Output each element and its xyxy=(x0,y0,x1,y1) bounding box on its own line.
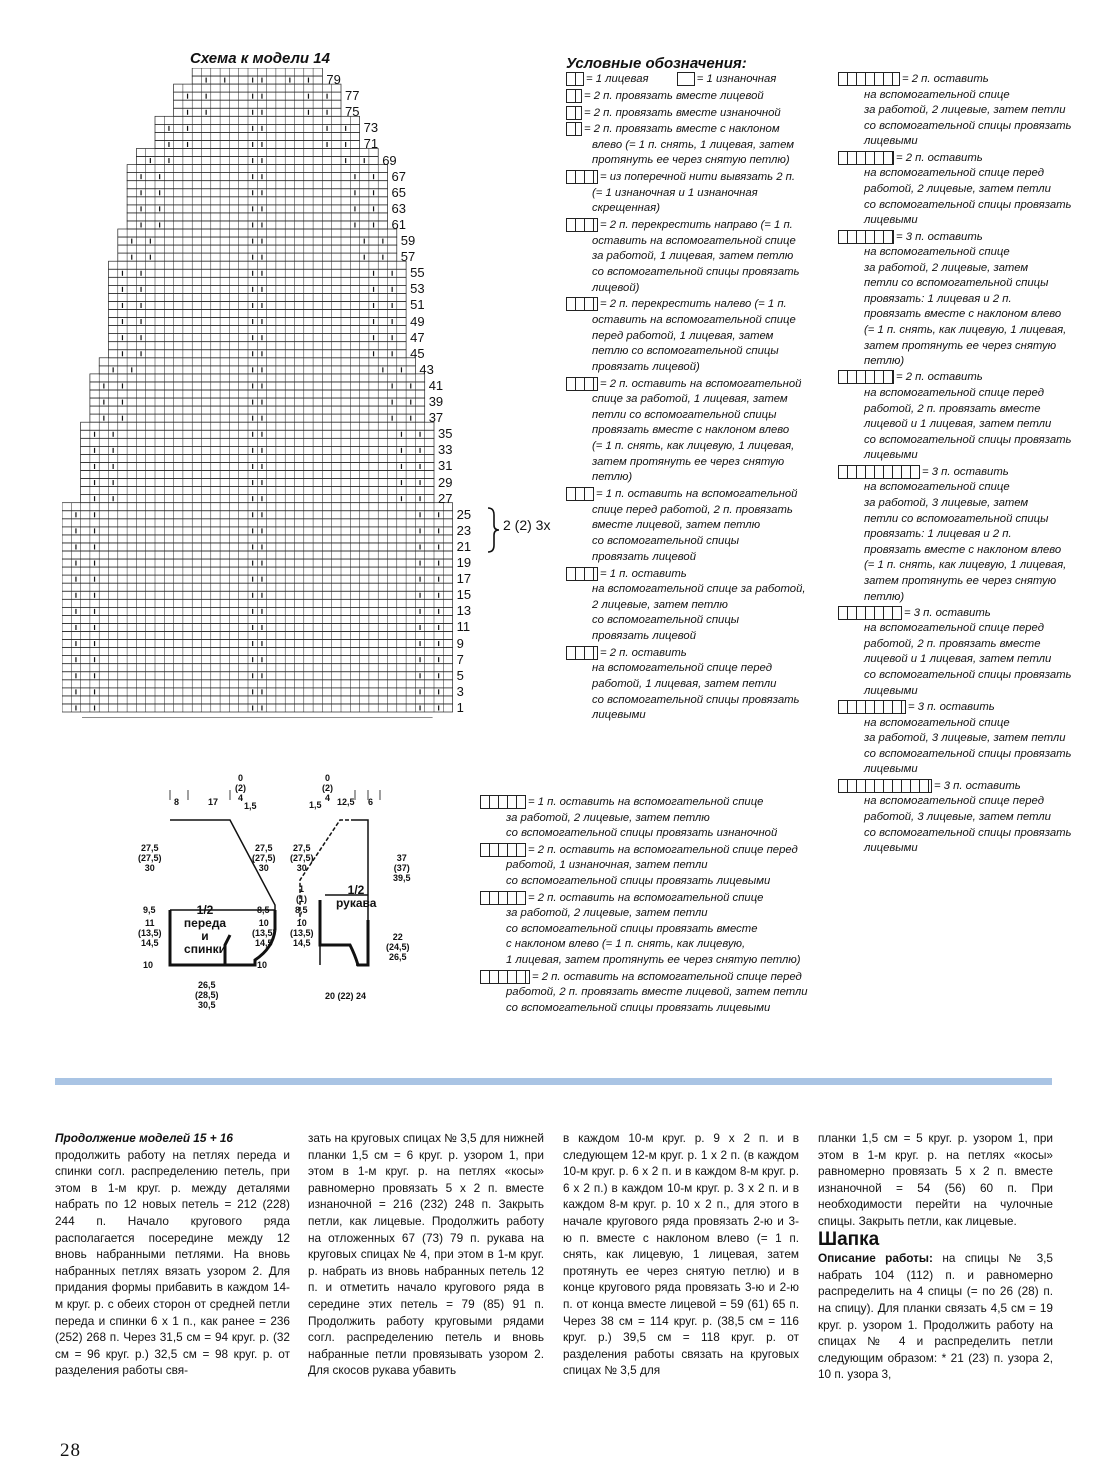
sleeve-right-measure-2: 22 (24,5) 26,5 xyxy=(386,932,410,962)
stitch-symbol-icon xyxy=(838,230,894,244)
row-number: 67 xyxy=(391,168,406,184)
col1-body: продолжить работу на петлях переда и спинки согл. распределению петель, при этом в 1-м круг. р. между деталями набрать по 12 новых петель = 212 (228) 244 п. Начало кругового ряда располагается посередине между 12 вновь набранными петлями. На вновь набранных петлях вязать узором 2. Для придания формы прибавить в каждом 14-м круг. р. с обеих сторон от средней петли переда и спинки 6 х 1 п., как ранее = 236 (252) 268 п. Через 31,5 см = 94 круг. р. (32 см = 96 круг. р.) 32,5 см = 98 круг. р. от разделения работы свя- xyxy=(55,1147,290,1378)
row-number: 13 xyxy=(456,603,472,619)
sleeve-bottom-measure: 20 (22) 24 xyxy=(325,991,367,1001)
hat-heading: Шапка xyxy=(818,1228,880,1250)
legend-entry: = 1 п. оставить на вспомогательной спице перед работой, 2 п. провязать вместе лицевой, затем петлю со вспомогательной спицы провязать лицевой xyxy=(566,487,797,565)
stitch-symbol-icon xyxy=(566,487,594,501)
row-number: 69 xyxy=(382,152,397,168)
stitch-symbol-icon xyxy=(480,970,530,984)
legend-entry: = из поперечной нити вывязать 2 п. (= 1 изнаночная и 1 изнаночная скрещенная) xyxy=(566,170,795,217)
body-right-measure-3: 10 (13,5) 14,5 xyxy=(252,918,276,948)
sleeve-left-measure-4: 10 (13,5) 14,5 xyxy=(290,918,314,948)
body-left-measure-3: 11 (13,5) 14,5 xyxy=(138,918,162,948)
legend-entry: = 2 п. провязать вместе лицевой xyxy=(566,89,764,105)
sleeve-top-label-2: 0 (2) 4 xyxy=(322,773,333,803)
sleeve-top-label-1: 1,5 xyxy=(309,800,322,810)
row-number: 5 xyxy=(456,667,464,683)
purl-stitch-icon xyxy=(677,72,695,86)
stitch-symbol-icon xyxy=(566,297,598,311)
row-number: 55 xyxy=(410,265,425,281)
col4-body-a: планки 1,5 см = 5 круг. р. узором 1, при этом в 1-м круг. р. на петлях «косы» равномерно провязать 5 х 2 п. вместе изнаночной = 54 (56) 60 п. При необходимости перейти на чулочные спицы. Закрыть петли, как лицевые. xyxy=(818,1131,1053,1228)
row-number: 63 xyxy=(391,200,406,216)
stitch-symbol-icon xyxy=(838,72,900,86)
stitch-symbol-icon xyxy=(566,106,582,120)
row-number: 75 xyxy=(345,104,360,120)
sleeve-left-measure-2: 1 (1) xyxy=(296,884,307,904)
body-top-label-2: 17 xyxy=(208,797,219,807)
stitch-symbol-icon xyxy=(566,89,582,103)
stitch-symbol-icon xyxy=(838,151,894,165)
body-top-label-3: 0 (2) 4 xyxy=(235,773,246,803)
stitch-symbol-icon xyxy=(566,646,598,660)
knit-stitch-icon xyxy=(566,72,584,86)
row-number: 7 xyxy=(456,651,464,667)
row-number: 61 xyxy=(391,216,406,232)
text-column-4 xyxy=(818,1130,1053,1383)
row-number: 27 xyxy=(438,490,453,506)
body-piece-label: 1/2 переда и спинки xyxy=(183,903,227,956)
legend-entry: = 3 п. оставить на вспомогательной спице перед работой, 3 лицевые, затем петли со вспомогательной спицы провязать лицевыми xyxy=(838,779,1071,857)
body-right-measure-2: 8,5 xyxy=(257,905,270,915)
stitch-symbol-icon xyxy=(838,465,920,479)
text-column-1 xyxy=(55,1130,290,1379)
body-right-measure-1: 27,5 (27,5) 30 xyxy=(252,843,276,873)
repeat-label: 2 (2) 3х xyxy=(503,517,551,533)
sleeve-left-measure-3: 8,5 xyxy=(295,905,308,915)
repeat-brace xyxy=(486,507,500,553)
row-number: 73 xyxy=(363,120,379,136)
stitch-symbol-icon xyxy=(838,606,902,620)
stitch-symbol-icon xyxy=(480,795,526,809)
col4-body-b: Описание работы: на спицы № 3,5 набрать 104 (112) п. и равномерно распределить на 4 спицы (= по 26 (28) п. на спицу). Для планки связать 4,5 см = 19 круг. р. узором 1. Продолжить работу на спицах № 4 и распределить петли следующим образом: * 21 (23) п. узора 2, 10 п. узора 3, xyxy=(818,1251,1053,1382)
row-number: 45 xyxy=(410,345,425,361)
body-right-measure-4: 10 xyxy=(257,960,268,970)
row-number: 19 xyxy=(456,555,472,571)
stitch-symbol-icon xyxy=(566,218,598,232)
stitch-symbol-icon xyxy=(838,779,932,793)
row-number: 15 xyxy=(456,587,472,603)
legend-entry: = 3 п. оставить на вспомогательной спице за работой, 3 лицевые, затем петли со вспомогательной спицы провязать: 1 лицевая и 2 п. провязать вместе с наклоном влево (= 1 п. снять, как лицевую, 1 лицевая, затем протянуть ее через снятую петлю) xyxy=(838,465,1066,605)
row-number: 59 xyxy=(400,233,416,249)
stitch-symbol-icon xyxy=(838,700,906,714)
legend-entry: = 2 п. оставить на вспомогательной спице за работой, 1 лицевая, затем петли со вспомогательной спицы провязать вместе с наклоном влево (= 1 п. снять, как лицевую, 1 лицевая, затем протянуть ее через снятую петлю) xyxy=(566,377,801,486)
row-number: 77 xyxy=(345,88,360,104)
sleeve-left-measure-1: 27,5 (27,5) 30 xyxy=(290,843,314,873)
body-bottom-measure: 26,5 (28,5) 30,5 xyxy=(195,980,219,1010)
stitch-symbol-icon xyxy=(566,122,582,136)
row-number: 53 xyxy=(410,281,425,297)
legend-entry: = 3 п. оставить на вспомогательной спице за работой, 3 лицевые, затем петли со вспомогательной спицы провязать лицевыми xyxy=(838,700,1071,778)
row-number: 39 xyxy=(428,394,444,410)
body-left-measure-4: 10 xyxy=(143,960,154,970)
row-number: 65 xyxy=(391,184,406,200)
legend-entry: = 2 п. провязать вместе изнаночной xyxy=(566,106,781,122)
legend-entry: = 2 п. оставить на вспомогательной спице перед работой, 1 лицевая, затем петли со вспомогательной спицы провязать лицевыми xyxy=(566,646,799,724)
legend-entry: = 3 п. оставить на вспомогательной спице перед работой, 2 п. провязать вместе лицевой и 1 лицевая, затем петли со вспомогательной спицы провязать лицевыми xyxy=(838,606,1071,700)
row-number: 1 xyxy=(456,699,464,715)
row-number: 11 xyxy=(456,619,471,635)
row-number: 29 xyxy=(438,474,453,490)
row-number: 37 xyxy=(428,410,444,426)
col3-body: в каждом 10-м круг. р. 9 х 2 п. и в следующем 12-м круг. р. 1 х 2 п. (в каждом 10-м круг. р. 6 х 2 п. и в каждом 8-м круг. р. 6 х 2 п.) в каждом 10-м круг. р. 3 х 2 п. и в каждом 8-м круг. р. 10 х 2 п., для этого в начале кругового ряда провязать 2-ю и 3-ю п. вместе с наклоном влево (= 1 п. снять, как лицевую, 1 лицевая, затем протянуть ее через снятую петлю) и в конце кругового ряда провязать 3-ю и 2-ю п. от конца вместе лицевой = 59 (61) 65 п. Через 38 см = 114 круг. р. (38,5 см = 116 круг. р.) 39,5 см = 118 круг. р. от разделения работы связать на круговых спицах № 3,5 для xyxy=(563,1131,799,1378)
body-left-measure-1: 27,5 (27,5) 30 xyxy=(138,843,162,873)
row-number: 23 xyxy=(456,522,472,538)
row-number: 51 xyxy=(410,297,425,313)
sleeve-top-label-4: 6 xyxy=(368,797,374,807)
row-number: 21 xyxy=(456,538,472,554)
row-number: 79 xyxy=(326,72,341,88)
legend-entry: = 2 п. перекрестить направо (= 1 п. оставить на вспомогательной спице за работой, 1 лицевая, затем петлю со вспомогательной спицы провязать лицевой) xyxy=(566,218,799,296)
row-number: 49 xyxy=(410,313,425,329)
row-number: 41 xyxy=(428,377,444,393)
text-column-2 xyxy=(308,1130,544,1379)
row-number: 31 xyxy=(438,458,453,474)
stitch-symbol-icon xyxy=(838,370,894,384)
legend-entry: = 2 п. оставить на вспомогательной спице за работой, 2 лицевые, затем петли со вспомогательной спицы провязать лицевыми xyxy=(838,72,1071,150)
legend-entry: = 1 лицевая = 1 изнаночная xyxy=(566,72,776,88)
row-number: 43 xyxy=(419,361,434,377)
sleeve-right-measure-1: 37 (37) 39,5 xyxy=(393,853,411,883)
row-number: 35 xyxy=(438,426,453,442)
chart-title: Схема к модели 14 xyxy=(190,50,330,67)
row-number: 3 xyxy=(456,683,464,699)
page-number: 28 xyxy=(60,1440,81,1461)
legend-title: Условные обозначения: xyxy=(566,55,747,72)
row-number: 57 xyxy=(400,249,416,265)
stitch-symbol-icon xyxy=(566,567,598,581)
stitch-symbol-icon xyxy=(566,170,598,184)
stitch-symbol-icon xyxy=(480,891,526,905)
legend-entry: = 2 п. оставить на вспомогательной спице перед работой, 2 п. провязать вместе лицевой и 1 лицевая, затем петли со вспомогательной спицы провязать лицевыми xyxy=(838,370,1071,464)
body-top-label-4: 1,5 xyxy=(244,801,257,811)
legend-entry: = 1 п. оставить на вспомогательной спице за работой, 2 лицевые, затем петлю со вспомогательной спицы провязать лицевой xyxy=(566,567,806,645)
sleeve-top-label-3: 12,5 xyxy=(337,797,355,807)
row-number: 17 xyxy=(456,571,472,587)
row-number: 47 xyxy=(410,329,425,345)
legend-entry: = 2 п. оставить на вспомогательной спице за работой, 2 лицевые, затем петли со вспомогательной спицы провязать вместе с наклоном влево (= 1 п. снять, как лицевую, 1 лицевая, затем протянуть ее через снятую петлю) xyxy=(480,891,801,969)
legend-entry: = 1 п. оставить на вспомогательной спице за работой, 2 лицевые, затем петлю со вспомогательной спицы провязать изнаночной xyxy=(480,795,777,842)
stitch-symbol-icon xyxy=(480,843,526,857)
legend-entry: = 2 п. провязать вместе с наклоном влево (= 1 п. снять, 1 лицевая, затем протянуть ее через снятую петлю) xyxy=(566,122,794,169)
row-number: 71 xyxy=(363,136,379,152)
sleeve-piece-label: 1/2 рукава xyxy=(336,883,377,910)
col2-body: зать на круговых спицах № 3,5 для нижней планки 1,5 см = 6 круг. р. узором 1, при этом в 1-м круг. р. на петлях «косы» равномерно провязать 5 х 2 п. вместе изнаночной = 216 (232) 248 п. Закрыть петли, как лицевые. Продолжить работу на отложенных 67 (73) 79 п. рукава на круговых спицах № 4, при этом в 1-м круг. р. набрать из вновь набранных петель 12 п. и отметить начало кругового ряда в середине этих петель = 79 (85) 91 п. Продолжить работу круговыми рядами согл. распределению петель и вновь набранные петли провязывать узором 2. Для скосов рукава убавить xyxy=(308,1131,544,1378)
legend-entry: = 2 п. оставить на вспомогательной спице перед работой, 2 п. провязать вместе лицевой, затем петли со вспомогательной спицы провязать лицевыми xyxy=(480,970,808,1017)
row-number: 33 xyxy=(438,442,453,458)
body-top-label-1: 8 xyxy=(174,797,180,807)
text-column-3 xyxy=(563,1130,799,1379)
row-number: 9 xyxy=(456,635,464,651)
row-number: 25 xyxy=(456,506,472,522)
knitting-chart xyxy=(62,68,482,718)
legend-entry: = 3 п. оставить на вспомогательной спице за работой, 2 лицевые, затем петли со вспомогательной спицы провязать: 1 лицевая и 2 п. провязать вместе с наклоном влево (= 1 п. снять, как лицевую, 1 лицевая, затем протянуть ее через снятую петлю) xyxy=(838,230,1066,370)
legend-entry: = 2 п. оставить на вспомогательной спице перед работой, 2 лицевые, затем петли со вспомогательной спицы провязать лицевыми xyxy=(838,151,1071,229)
legend-entry: = 2 п. перекрестить налево (= 1 п. оставить на вспомогательной спице перед работой, 1 лицевая, затем петлю со вспомогательной спицы провязать лицевой) xyxy=(566,297,796,375)
legend-entry: = 2 п. оставить на вспомогательной спице перед работой, 1 изнаночная, затем петли со вспомогательной спицы провязать лицевыми xyxy=(480,843,798,890)
body-left-measure-2: 9,5 xyxy=(143,905,156,915)
section-divider xyxy=(55,1078,1052,1085)
stitch-symbol-icon xyxy=(566,377,598,391)
continuation-heading: Продолжение моделей 15 + 16 xyxy=(55,1131,233,1145)
